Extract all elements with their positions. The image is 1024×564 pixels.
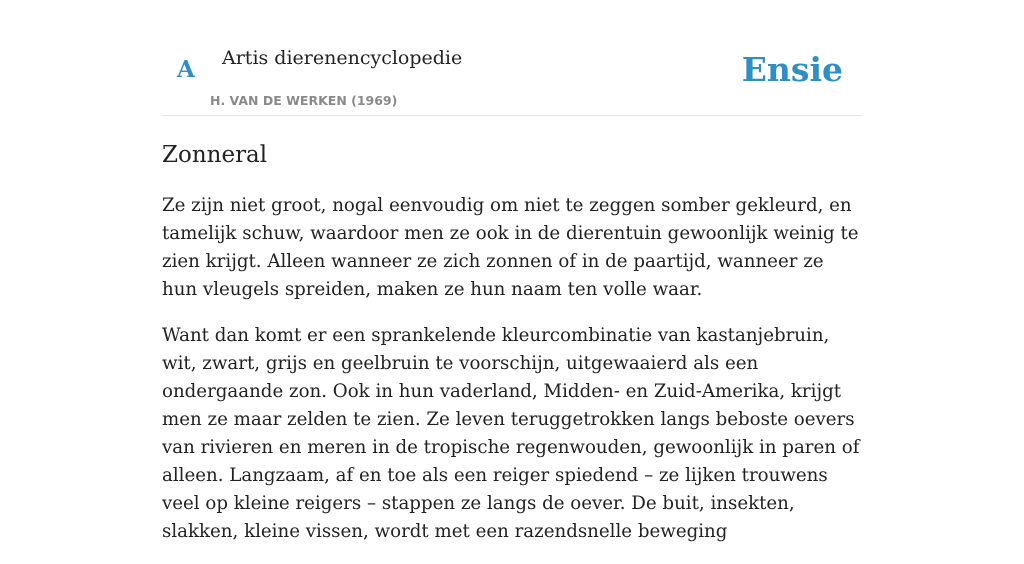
- author-credit: H. VAN DE WERKEN (1969): [210, 93, 398, 108]
- article-body: [162, 192, 862, 564]
- article-paragraph: Ze zijn niet groot, nogal eenvoudig om niet te zeggen somber gekleurd, en tamelijk schuw, waardoor men ze ook in de dierentuin gewoonlijk weinig te zien krijgt. Alleen wanneer ze zich zonnen of in de paartijd, wanneer ze hun vleugels spreiden, maken ze hun naam ten volle waar.: [162, 195, 859, 300]
- article-paragraph: Want dan komt er een sprankelende kleurcombinatie van kastanjebruin, wit, zwart, grijs en geelbruin te voorschijn, uitgewaaierd als een ondergaande zon. Ook in hun vaderland, Midden- en Zuid-Amerika, krijgt men ze maar zelden te zien. Ze leven teruggetrokken langs beboste oevers van rivieren en meren in de tropische regenwouden, gewoonlijk in paren of alleen. Langzaam, af en toe als een reiger spiedend – ze lijken trouwens veel op kleine reigers – stappen ze langs de oever. De buit, insekten, slakken, kleine vissen, wordt met een razendsnelle beweging: [162, 325, 860, 542]
- ensie-logo-link[interactable]: Ensie: [741, 50, 843, 89]
- article-title: Zonneral: [162, 142, 268, 168]
- header: [162, 0, 862, 116]
- page: [162, 0, 862, 542]
- index-letter-link[interactable]: A: [177, 56, 195, 83]
- book-title-link[interactable]: Artis dierenencyclopedie: [222, 47, 463, 69]
